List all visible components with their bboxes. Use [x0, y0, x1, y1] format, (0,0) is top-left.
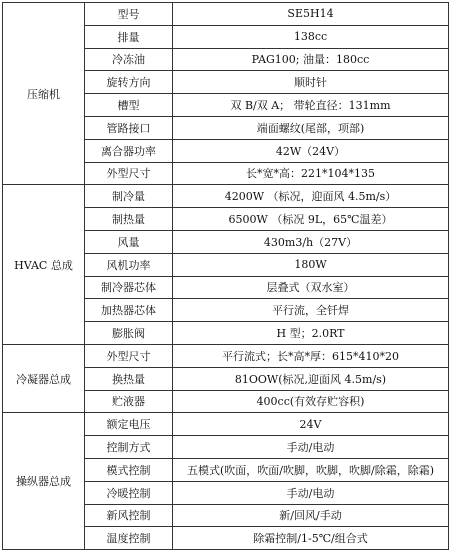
spec-value-cell: SE5H14 — [173, 3, 449, 26]
spec-label-cell: 风量 — [85, 230, 173, 253]
spec-value-cell: 除霜控制/1-5℃/组合式 — [173, 527, 449, 550]
spec-value-cell: 81OOW(标况,迎面风 4.5m/s) — [173, 367, 449, 390]
spec-label-cell: 风机功率 — [85, 253, 173, 276]
spec-label-cell: 排量 — [85, 25, 173, 48]
group-name-cell: 压缩机 — [3, 3, 85, 185]
spec-label-cell: 加热器芯体 — [85, 299, 173, 322]
table-row — [3, 344, 449, 367]
spec-value-cell: 6500W （标况 9L，65℃温差） — [173, 208, 449, 231]
spec-value-cell: 端面螺纹(尾部，项部) — [173, 116, 449, 139]
spec-label-cell: 外型尺寸 — [85, 162, 173, 185]
spec-value-cell: 平行流，全钎焊 — [173, 299, 449, 322]
spec-label-cell: 温度控制 — [85, 527, 173, 550]
spec-label-cell: 冷冻油 — [85, 48, 173, 71]
spec-table-body — [3, 3, 449, 550]
spec-value-cell: 42W（24V） — [173, 139, 449, 162]
spec-label-cell: 控制方式 — [85, 436, 173, 459]
group-name-cell: 操纵器总成 — [3, 413, 85, 550]
spec-label-cell: 新风控制 — [85, 504, 173, 527]
table-row — [3, 3, 449, 26]
spec-value-cell: 顺时针 — [173, 71, 449, 94]
table-row — [3, 413, 449, 436]
spec-value-cell: 五模式(吹面，吹面/吹脚，吹脚，吹脚/除霜，除霜) — [173, 458, 449, 481]
spec-label-cell: 离合器功率 — [85, 139, 173, 162]
spec-value-cell: 24V — [173, 413, 449, 436]
spec-value-cell: 430m3/h（27V） — [173, 230, 449, 253]
spec-value-cell: 4200W （标况，迎面风 4.5m/s） — [173, 185, 449, 208]
group-name-cell: HVAC 总成 — [3, 185, 85, 345]
spec-label-cell: 换热量 — [85, 367, 173, 390]
spec-label-cell: 型号 — [85, 3, 173, 26]
spec-label-cell: 槽型 — [85, 94, 173, 117]
spec-value-cell: 平行流式；长*高*厚：615*410*20 — [173, 344, 449, 367]
spec-label-cell: 制热量 — [85, 208, 173, 231]
spec-value-cell: 长*宽*高：221*104*135 — [173, 162, 449, 185]
spec-value-cell: 新/回风/手动 — [173, 504, 449, 527]
spec-value-cell: PAG100; 油量：180cc — [173, 48, 449, 71]
spec-label-cell: 额定电压 — [85, 413, 173, 436]
spec-table — [2, 2, 449, 550]
spec-label-cell: 制冷器芯体 — [85, 276, 173, 299]
spec-label-cell: 制冷量 — [85, 185, 173, 208]
spec-label-cell: 外型尺寸 — [85, 344, 173, 367]
spec-value-cell: H 型；2.0RT — [173, 322, 449, 345]
spec-value-cell: 400cc(有效存贮容积) — [173, 390, 449, 413]
spec-label-cell: 模式控制 — [85, 458, 173, 481]
spec-value-cell: 手动/电动 — [173, 436, 449, 459]
group-name-cell: 冷凝器总成 — [3, 344, 85, 412]
spec-label-cell: 旋转方向 — [85, 71, 173, 94]
spec-value-cell: 手动/电动 — [173, 481, 449, 504]
spec-value-cell: 180W — [173, 253, 449, 276]
spec-label-cell: 贮液器 — [85, 390, 173, 413]
spec-label-cell: 冷暖控制 — [85, 481, 173, 504]
spec-value-cell: 138cc — [173, 25, 449, 48]
spec-label-cell: 管路接口 — [85, 116, 173, 139]
spec-label-cell: 膨胀阀 — [85, 322, 173, 345]
table-row — [3, 185, 449, 208]
spec-value-cell: 层叠式（双水室） — [173, 276, 449, 299]
spec-value-cell: 双 B/双 A； 带轮直径：131mm — [173, 94, 449, 117]
